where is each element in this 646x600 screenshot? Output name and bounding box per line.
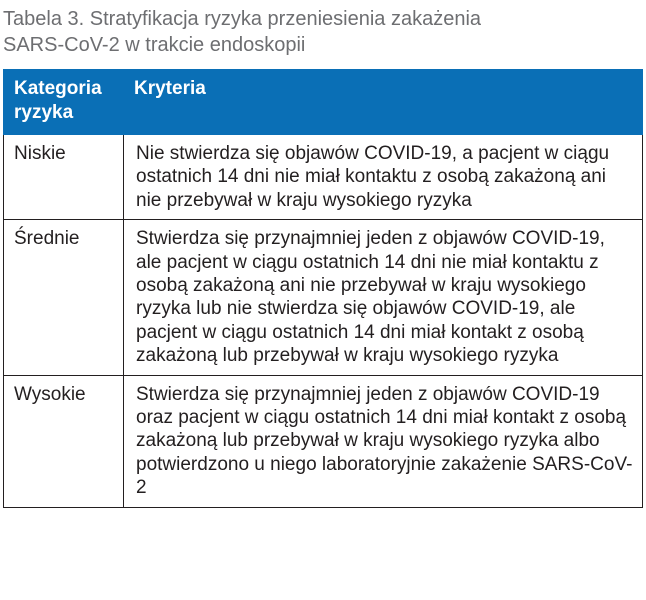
criteria-cell: Nie stwierdza się objawów COVID-19, a pacjent w ciągu ostatnich 14 dni nie miał kontaktu z osobą zakażoną ani nie przebywał w kraju wysokiego ryzyka — [124, 135, 643, 220]
risk-stratification-table — [3, 69, 643, 508]
table-body — [4, 135, 643, 508]
table-row-low-risk — [4, 135, 643, 220]
header-criteria: Kryteria — [124, 70, 643, 135]
table-row-high-risk — [4, 375, 643, 507]
criteria-cell: Stwierdza się przynajmniej jeden z objawów COVID-19, ale pacjent w ciągu ostatnich 14 dni nie miał kontaktu z osobą zakażoną ani nie przebywał w kraju wysokiego ryzyka lub nie stwierdza się objawów COVID-19, ale pacjent w ciągu ostatnich 14 dni miał kontakt z osobą zakażoną lub przebywał w kraju wysokiego ryzyka — [124, 220, 643, 375]
table-row-medium-risk — [4, 220, 643, 375]
table-caption — [3, 6, 633, 58]
caption-line-1: Tabela 3. Stratyfikacja ryzyka przeniesienia zakażenia — [3, 8, 482, 30]
category-cell: Średnie — [4, 220, 124, 375]
criteria-cell: Stwierdza się przynajmniej jeden z objawów COVID-19 oraz pacjent w ciągu ostatnich 14 dni miał kontakt z osobą zakażoną lub przebywał w kraju wysokiego ryzyka albo potwierdzono u niego laboratoryjnie zakażenie SARS-CoV-2 — [124, 375, 643, 507]
header-row — [4, 70, 643, 135]
category-cell: Niskie — [4, 135, 124, 220]
category-cell: Wysokie — [4, 375, 124, 507]
table-header — [4, 70, 643, 135]
caption-line-2: SARS-CoV-2 w trakcie endoskopii — [3, 34, 306, 56]
header-category: Kategoria ryzyka — [4, 70, 124, 135]
